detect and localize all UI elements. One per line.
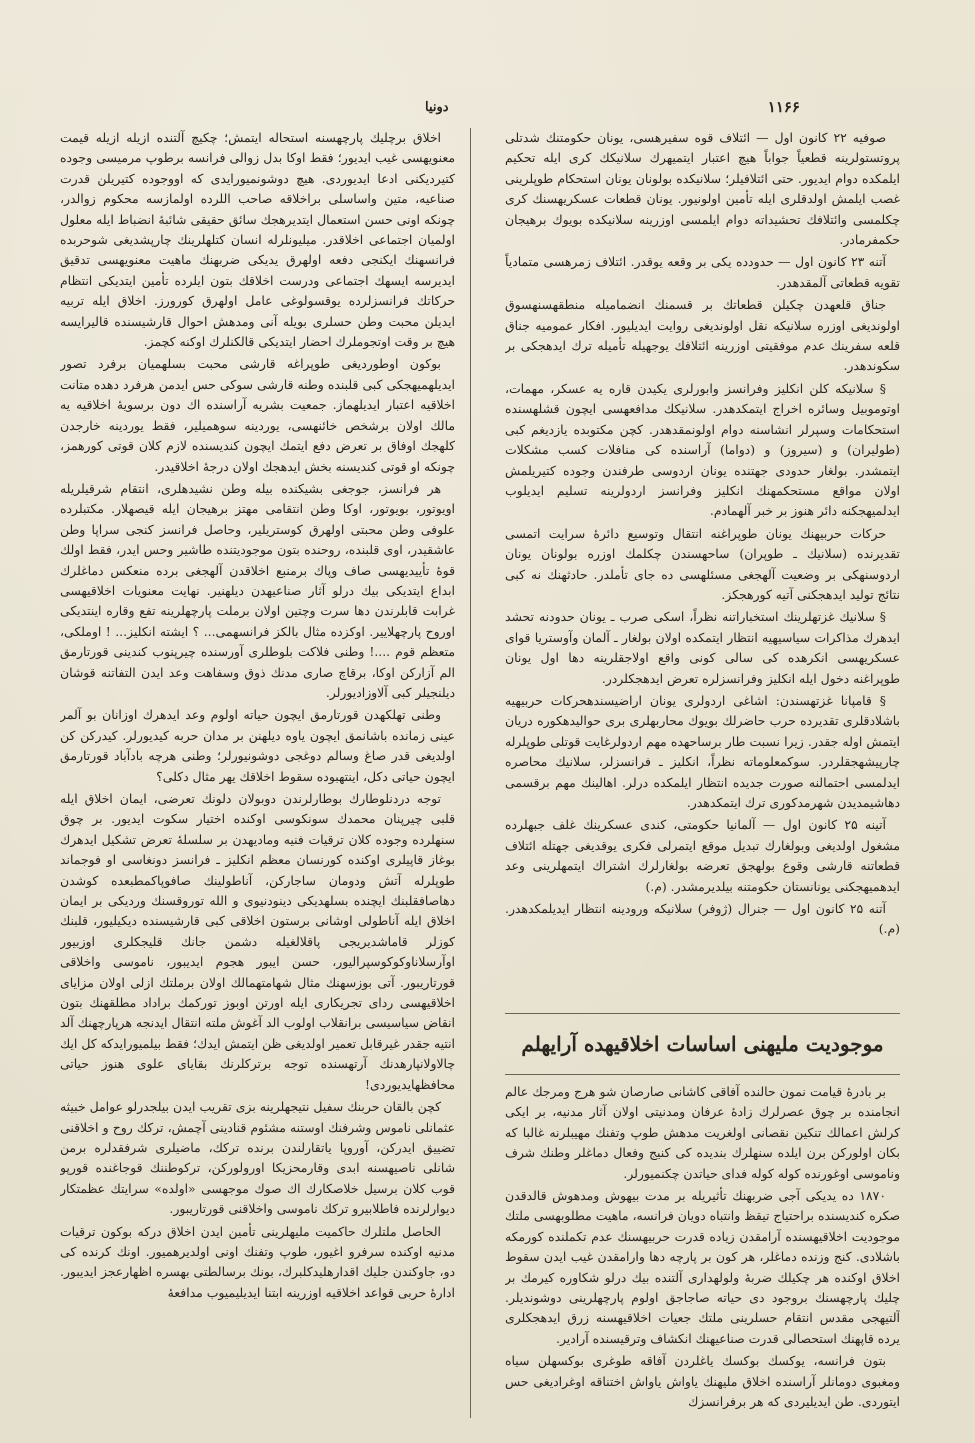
article-paragraph: بوکون اوطوردیغی طوپراغه قارشی محبت بسلهمیان برفرد تصور ایدیلهمیهجکی کبی قلبنده وطنه قارشی سوکی حس ایدمن هرفرد دهده متانت اخلاقیه اعتبار ایدیلهماز. جمعیت بشریه آراسنده اك دون برسویهٔ اخلاقیه یه مالك اولان برشخص خائنهسی، یوردینه سوهمیلیر، فقط یوردینه خارجدن کلهجك اوفاق بر تعرض دفع ایتمك ایچون کندیسنده لازم کلان قوتی کورهمز، چونکه او قوتی کندیسنه بخش ایدهجك اولان درجهٔ اخلاقیدر. <box>60 356 455 474</box>
news-paragraph: حرکات حربیهنك یونان طوپراغنه انتقال وتوسیع دائرهٔ سرایت اتمسی تقدیرنده (سلانیك ـ طوپران) ساحهسندن چکلمك اوزره بولونان یونان اردوسنهکی بر وضعیت آلهجغی مسئلهسی ده جای تأملدر. حادثهنك نه کبی نتائج تولید ایدهجکنی آتیه کورهجکز. <box>505 525 900 602</box>
article-paragraph: ۱۸۷۰ ده یدیکی آجی ضربهنك تأثیریله بر مدت بیهوش ومدهوش قالدقدن صکره کندیسنده براحتیاج تیقظ وانتباه دویان فرانسه، ماهیت مطلوبهسی ملتك موجودیت اخلاقیهسنده آرامقدن زیاده قدرت حربیهسنك عدم تکملنده کورمکه باشلادی. کنج وزنده دماغلر، هر کون بر پارچه دها وارامقدن غیب ایدن سقوط اخلاق اوکنده هر چکیلك ضربهٔ ولولهداری آلتنده بیك درلو شکاوره کیرمك بر چلیك پارچهسنك بروجود دی حیاته صاجاجق اولوم پارچهلرینی دوشوندیلر. آلتیهجی مقدس انتقام حسلرینی ملتك جعیات اخلاقیهسنه زرق ایدهجکلری یرده قاپهنك استحصالی قدرت صناعیهنك انکشاف وترقیسنده آرادیر. <box>505 1188 900 1346</box>
article-paragraph: بتون فرانسه، یوکسك بوکسك یاغلردن آفاقه طوغری بوکسهلن سیاه ومغبوی دومانلر آراسنده اخلاق ملیهنك یاواش یاواش اختناقه اوغرادیغی حس ایتوردی. طن ایدیلیردی که هر برفرانسزك <box>505 1353 900 1410</box>
running-title: دونیا <box>425 100 449 115</box>
news-paragraph: § سلانیك غزتهلرینك استخباراتنه نظراً، اسکی صرب ـ یونان حدودنه تحشد ایدهرك مذاکرات سیاسیهیه انتظار ایتمکده اولان بولغار ـ آلمان وآوستریا قوای عسکریهسی انکرهده کی سالی کونی واقع اولاجقلرینه دها اول یونان طوپراغنه دخول ایله انکلیز وفرانسزلره تعرض ایدهجکلردر. <box>505 609 900 686</box>
article-paragraph: کچن بالقان حربنك سفیل نتیجهلرینه بزی تقریب ایدن بیلجدرلو عوامل خبیثه عثمانلی ناموس وشرفنك اوستنه مشئوم قنادینی آچمش، ترکك روح و اخلاقنی تضییق ایدرکن، آوروپا یاتقارلندن برنده ترکك، ماضیلری شرفقدلره برمن شانلی ناصیهسنه ابدی وقارمحزیکا اورولورکن، ترکوطننك قوجاغنده قورپو قوب کلان برسیل خلاصکارك اك صوك موجهسی «اولده» سرایتك عظمتکار دیوارلرنده فاطلابیرو ترکك ناموسی واخلاقنی قورتاریبور. <box>60 1099 455 1217</box>
page-header <box>60 96 890 126</box>
article-paragraph: هر فرانسز، جوجغی بشیکنده بیله وطن نشیدهلری، انتقام شرقیلریله اویوتور، بویوتور، اوکا وطن انتقامی مهتز برهیجان ایله قیصهلار. مکتبلرده علوفی وطن محبتی اولهرق کوستریلیر، وحاصل فرانسز کنجی سراپا وطن عاشقیدر، اوی قلبنده، روحنده بتون موجودیتنده طاشیر وحس ایدر، فقط اولك قوهٔ تأییدیهسی صاف وپاك برمنبع اخلاقدن آلهجغی برده منعکس دماغلرك ابداع ایتدیکی بیك درلو آثار صناعیهدن دیلهنیر. نهایت معنویات اخلاقیهسی غرابت قابلرندن دها سرت وچتین اولان برملت پارچهلرینه تفع وقاره اینتدیکی اوروح پارچهلاییر. اوکزده مثال بالکز فرانسهمی... ؟ ایشته انکلیز... ! اوملکی، متعظم قوم ....! وطنی فلاکت بلوطلری آورسنده چیرپنوب کندینی قورتارمق الم آزارکن اوکا، برقاچ صاری مدنك ذوق وسفاهت وعد ایدن التفاتنه قوشان دیلنجیلر کبی آلاوزادیورلر. <box>60 480 455 700</box>
left-column-article <box>60 128 455 1418</box>
news-paragraph: آتینه ۲۵ کانون اول — آلمانیا حکومتی، کندی عسکرینك غلف جبهلرده مشغول اولدیغی وبولغارك تبدیل موقع ایتمرلی فکری یوقدیغی جهتله ائتلاف قطعاتنه قارشی وقوع بولهجق تعرضه بولغارلرك اشتراك ایتمهلرینی وعد ایدهمیهجکنی یونانستان حکومتنه بیلدیرمشدر. (م.) <box>505 817 900 894</box>
news-paragraph: آتنه ۲۳ کانون اول — حدودده یکی بر وقعه یوقدر. ائتلاف زمرهسی متمادیاً تقویه قطعاتی آلمقدهدر. <box>505 254 900 290</box>
column-divider <box>470 128 471 1418</box>
article-paragraph: بر بادرهٔ قیامت نمون حالنده آفاقی کاشانی صارصان شو هرج ومرجك عالم انجامنده بر چوق عصرلرك زادهٔ عرفان ومدنیتی اولان آثار مدنیه، بر ایکی کرلش اعمالك تنكین نقصانی اولغریت مدهش طوپ وتفنك مهیبلرنه غالبا که بکان اولورکن برن ایلده سنهلرك بندیده کی کنیج وفعال دماغلر وطنك شرف وناموسی اوغورنده کوله کوله فدای حیاتدن چکنمیورلر. <box>505 1084 900 1181</box>
news-paragraph: صوفیه ۲۲ کانون اول — ائتلاف قوه سفیرهسی، یونان حکومتنك شدتلی پروتستولرینه قطعیاً جواباً هیچ اعتبار ایتمیهرك سلانیكك کری ایله تحکیم ایلمکده دوام ایدیور. حتی ائتلافیلر؛ سلانیکده بولونان یونان استحکام طوپلرینی غصب ایلمش اولدقلری ایله تأمین اولونیور. یونان قطعات عسکریهسنك کری چکلمسی وائتلافك تحشیداته دوام ایلمسی اوزرینه سلانیکده بویوك برهیجان حکمفرمادر. <box>505 130 900 248</box>
news-paragraph: § سلانیکه کلن انکلیز وفرانسز وابورلری یکیدن قاره یه عسکر، مهمات، اوتوموبیل وسائره اخراج ایتمکدهدر. سلانیکك مدافعهسی ایچون قشلهسنده استحکامات وسپرلر انشاسنه دوام اولونمقدهدر. کچن مکتوبده یازدیغم کبی (طولیران) و (سیروز) و (دواما) آراسنده کی منافلات کسب مشکلات ایتمشدر. بولغار حدودی جهتنده یونان اردوسی طرفندن وجوده کتیریلمش اولان مواقع مستحکمهنك انکلیز وفرانسز اردولرینه تسلیم ایدیلوب ایدلمیهجکنه دائر هنوز بر خبر آلهمادم. <box>505 380 900 519</box>
page-number: ۱۱۶۶ <box>767 98 800 116</box>
article-paragraph: اخلاق برچلیك پارچهسنه استحاله ایتمش؛ چکیچ آلتنده ازیله ازیله قیمت معنویهسی غیب ایدیور؛ فقط اوکا بدل زوالی فرانسه برطوپ مرمیسی وجوده کتیردیکنی ادعا ایدیوردی. هیچ دوشونمیورایدی که اووجوده کتیریلن قدرت صناعیه، متین واساسلی براخلاقه صاحب اللرده اولمازسه محکوم زوالدر، چونکه اونی حسن استعمال ایتدیرهجك سائق حقیقی شائبهٔ انضباط ایله معلول اولمیان اجتماعی اخلاقدر. میلیونلرله انسان کتلهلرینك چارپشدیغی شوحربده فرانسهنك ایکنجی دفعه اولهرق یدیکی ضربهنك ماهیت معنویهسی تدقیق ایدیرسه ایسهك اجتماعی ودرست اخلاقك بتون ایلرده تأمین ایتدیکی انتظام حرکاتك فرانسزلرده یوقسولوغی عامل اولهرق کورورز. اخلاق ایله تربیه ایدیلن محبت وطن حسلری بویله آنی ومدهش احوال قارشیسنده قالیرایسه هیچ بر وقت اوتجوملرك احضار ایتدیکی قالکنلرك اوکنه کچمز. <box>60 130 455 350</box>
news-paragraph: § قامپانا غزتهسندن: اشاغی اردولری یونان اراضیسندهحرکات حربیهیه باشلادقلری تقدیرده حرب حاضرلك بویوك محاربهلری بری حوالیدهکوره دریان ایتمش اوله جقدر. زیرا نسبت طار برساحهده مهم اردولرغایت قوتلی طوپلرله چارپیشهجقلردر. سوکمعلوماته نظراً، انکلیز ـ فرانسزلر، سلانیك محاصره ایدلمسی احتمالنه صورت جدیده انتظار ایلمکده درلر. اهالینك مهم برقسمی دهاشیمدیدن شهرمدکوری ترك ایتمکدهدر. <box>505 692 900 810</box>
article-paragraph: الحاصل ملتلرك حاکمیت ملیهلرینی تأمین ایدن اخلاق درکه بوکون ترقیات مدنیه اوکنده سرفرو اغیور، طوپ وتفنك اونی اولدیرهمیور. اونك کرنده کی دو، جاوکندن جلیك اقدارهلیدكلبرك، بونك برسالطتی بهسره اظهارعجز ایدیبور. ادارهٔ حربی قواعد اخلاقیه اوزرینه ابتنا ایدیلیمیوب مدافعهٔ <box>60 1223 455 1300</box>
right-column-article <box>505 1082 900 1422</box>
article-heading: موجودیت ملیهنی اساسات اخلاقیهده آرایهلم <box>505 1013 900 1075</box>
article-paragraph: وطنی تهلکهدن قورتارمق ایچون حیاته اولوم وعد ایدهرك اوزانان بو آلمر عینی زمانده باشانمق ایچون یاوه دیلهنن بر مدان حربه کیدیورلر. کیدرکن کن اولدیغی قدر صاغ وسالم دوغجی دوشونیورلر؛ وطنی هرچه بادآباد قورتارمق ایچون حیاتی دکل، اینتهبوده سقوط اخلاقك یهر مثال دکلی؟ <box>60 707 455 784</box>
news-paragraph: آتنه ۲۵ کانون اول — جنرال (ژوفر) سلانیکه ورودینه انتظار ایدیلمکدهدر. (م.) <box>505 901 900 937</box>
article-paragraph: توجه دردنلوطارك بوطارلرندن دوبولان دلونك تعرضی، ایمان اخلاق ایله قلبی چیرپنان محمدك سونکوسی اوکنده اختیار سکوت ایدیور. بر چوق سنهلرده وجوده کلان ترقیات فنیه ومادیهدن بر سلسلهٔ تعرض تشکیل ایدهرك بوغاز قاپیلری اوکنده کورنسان معظم انکلیز ـ فرانسز دونغاسی او فوجماند طوپلرله آتش ودومان ساجارکن، آناطولینك صافوپاکمطبعده کوشدن دهاصافقلبنك ایچنده بسلهدیکی دینودنیوی و الله توروقسنك وردیکی بر ایمان اخلاق ایله آناطولی اوشانی برستون اخلاقی کبی قارشیسنده دیکیلیور، قلبنك کوزلر قاماشدیریجی پاقلالغیله دشمن جانك قلیجکلری اوزبیور اوآرسلاناوکوکوسپرالیور، حسن ایبور هجوم ایدیبور، ناموسی واخلاقی قورتاریبور. آتی بوزسهنك مثال شهامتهمالك اولان برملتك ازلی اولان مزایای اخلاقیهسی ردای تجریکاری ایله اورتن اوبوز تورکمك براداد مطلقهنك بتون انقاض سیاسیسی برانقلاب اولوب الد آغوش ملته انتقال ایدنجه هرپارچهنك آلد انتیه جقدر غیرقابل تعمیر اولدیغی ظن ایتمش ایدك؛ فقط بیلمیورایدکه کل ایك چالاولانپارهدنك آرتهسنده توجه برترکلرنك بقایای علوی هنوز حیاتی محافظهایدیوردی! <box>60 791 455 1092</box>
news-paragraph: جناق قلعهدن چکیلن قطعاتك بر قسمنك انضمامیله منطقهسنهسوق اولوندیغی اوزره سلانیکه نقل اولوندیغی روایت ایدیلیور. افکار عمومیه جناق قلعه سفرینك عدم موفقیتی اوزرینه ائتلافك یوجهیله تأمیله ترك ایدهجکی بر سکوندهدر. <box>505 297 900 374</box>
